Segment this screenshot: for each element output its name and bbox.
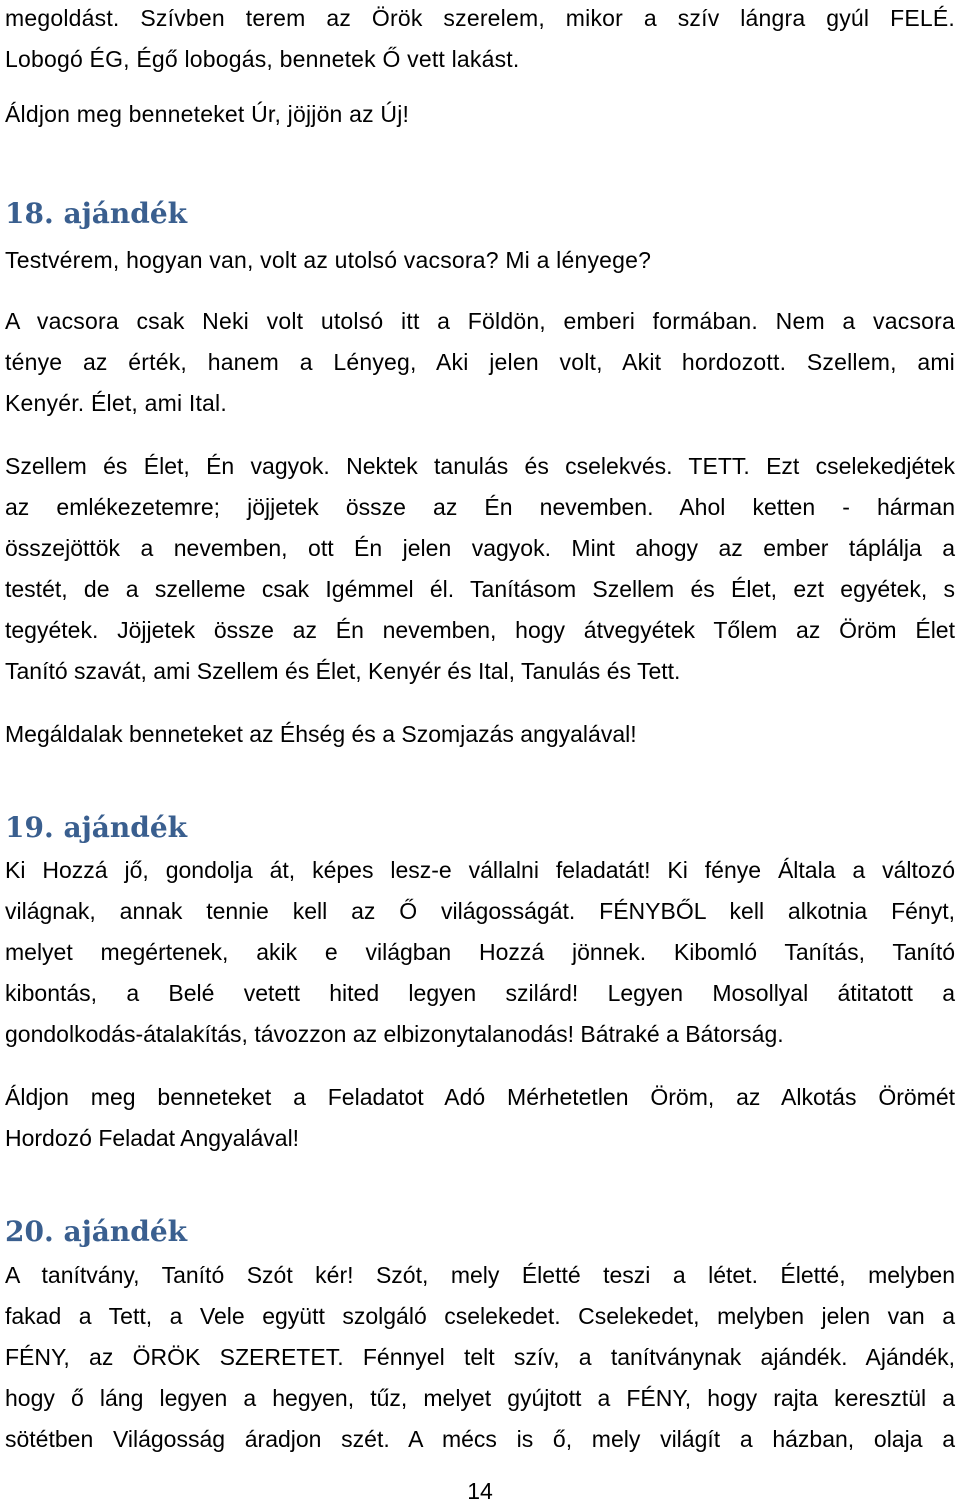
blessing-line: Hordozó Feladat Angyalával! — [5, 1125, 300, 1151]
blessing-line: Áldjon meg benneteket Úr, jöjjön az Új! — [5, 101, 410, 127]
paragraph-line: A vacsora csak Neki volt utolsó itt a Földön, emberi formában. Nem a vacsora — [5, 308, 955, 334]
blessing-line: Áldjon meg benneteket a Feladatot Adó Mérhetetlen Öröm, az Alkotás Örömét — [5, 1084, 955, 1110]
paragraph-line: megoldást. Szívben terem az Örök szerelem, mikor a szív lángra gyúl FELÉ. — [5, 5, 955, 31]
paragraph-line: Tanító szavát, ami Szellem és Élet, Kenyér és Ital, Tanulás és Tett. — [5, 658, 681, 684]
paragraph-line: testét, de a szelleme csak Igémmel él. Tanításom Szellem és Élet, ezt egyétek, s — [5, 576, 955, 602]
paragraph-line: FÉNY, az ÖRÖK SZERETET. Fénnyel telt szív, a tanítványnak ajándék. Ajándék, — [5, 1344, 955, 1370]
paragraph-line: Lobogó ÉG, Égő lobogás, bennetek Ő vett lakást. — [5, 46, 520, 72]
paragraph-line: az emlékezetemre; jöjjetek össze az Én nevemben. Ahol ketten - hárman — [5, 494, 955, 520]
paragraph-line: Kenyér. Élet, ami Ital. — [5, 390, 227, 416]
paragraph-line: Ki Hozzá jő, gondolja át, képes lesz-e vállalni feladatát! Ki fénye Általa a változó — [5, 857, 955, 883]
paragraph-line: gondolkodás-átalakítás, távozzon az elbizonytalanodás! Bátraké a Bátorság. — [5, 1021, 784, 1047]
paragraph-line: fakad a Tett, a Vele együtt szolgáló cselekedet. Cselekedet, melyben jelen van a — [5, 1303, 955, 1329]
paragraph-line: világnak, annak tennie kell az Ő világosságát. FÉNYBŐL kell alkotnia Fényt, — [5, 898, 955, 924]
paragraph-line: Szellem és Élet, Én vagyok. Nektek tanulás és cselekvés. TETT. Ezt cselekedjétek — [5, 453, 955, 479]
paragraph-line: kibontás, a Belé vetett hited legyen szilárd! Legyen Mosollyal átitatott a — [5, 980, 955, 1006]
paragraph-line: tegyétek. Jöjjetek össze az Én nevemben, hogy átvegyétek Tőlem az Öröm Élet — [5, 617, 955, 643]
paragraph-line: Testvérem, hogyan van, volt az utolsó vacsora? Mi a lényege? — [5, 247, 652, 273]
paragraph-line: összejöttök a nevemben, ott Én jelen vagyok. Mint ahogy az ember táplálja a — [5, 535, 955, 561]
paragraph-line: melyet megértenek, akik e világban Hozzá jönnek. Kibomló Tanítás, Tanító — [5, 939, 955, 965]
section-heading-18: 18. ajándék — [5, 197, 188, 230]
paragraph-line: sötétben Világosság áradjon szét. A mécs is ő, mely világít a házban, olaja a — [5, 1426, 955, 1452]
blessing-line: Megáldalak benneteket az Éhség és a Szomjazás angyalával! — [5, 721, 637, 747]
section-heading-20: 20. ajándék — [5, 1215, 188, 1248]
paragraph-line: hogy ő láng legyen a hegyen, tűz, melyet gyújtott a FÉNY, hogy rajta keresztül a — [5, 1385, 955, 1411]
page-number: 14 — [467, 1478, 493, 1504]
section-heading-19: 19. ajándék — [5, 811, 188, 844]
paragraph-line: ténye az érték, hanem a Lényeg, Aki jelen volt, Akit hordozott. Szellem, ami — [5, 349, 955, 375]
paragraph-line: A tanítvány, Tanító Szót kér! Szót, mely Életté teszi a létet. Életté, melyben — [5, 1262, 955, 1288]
